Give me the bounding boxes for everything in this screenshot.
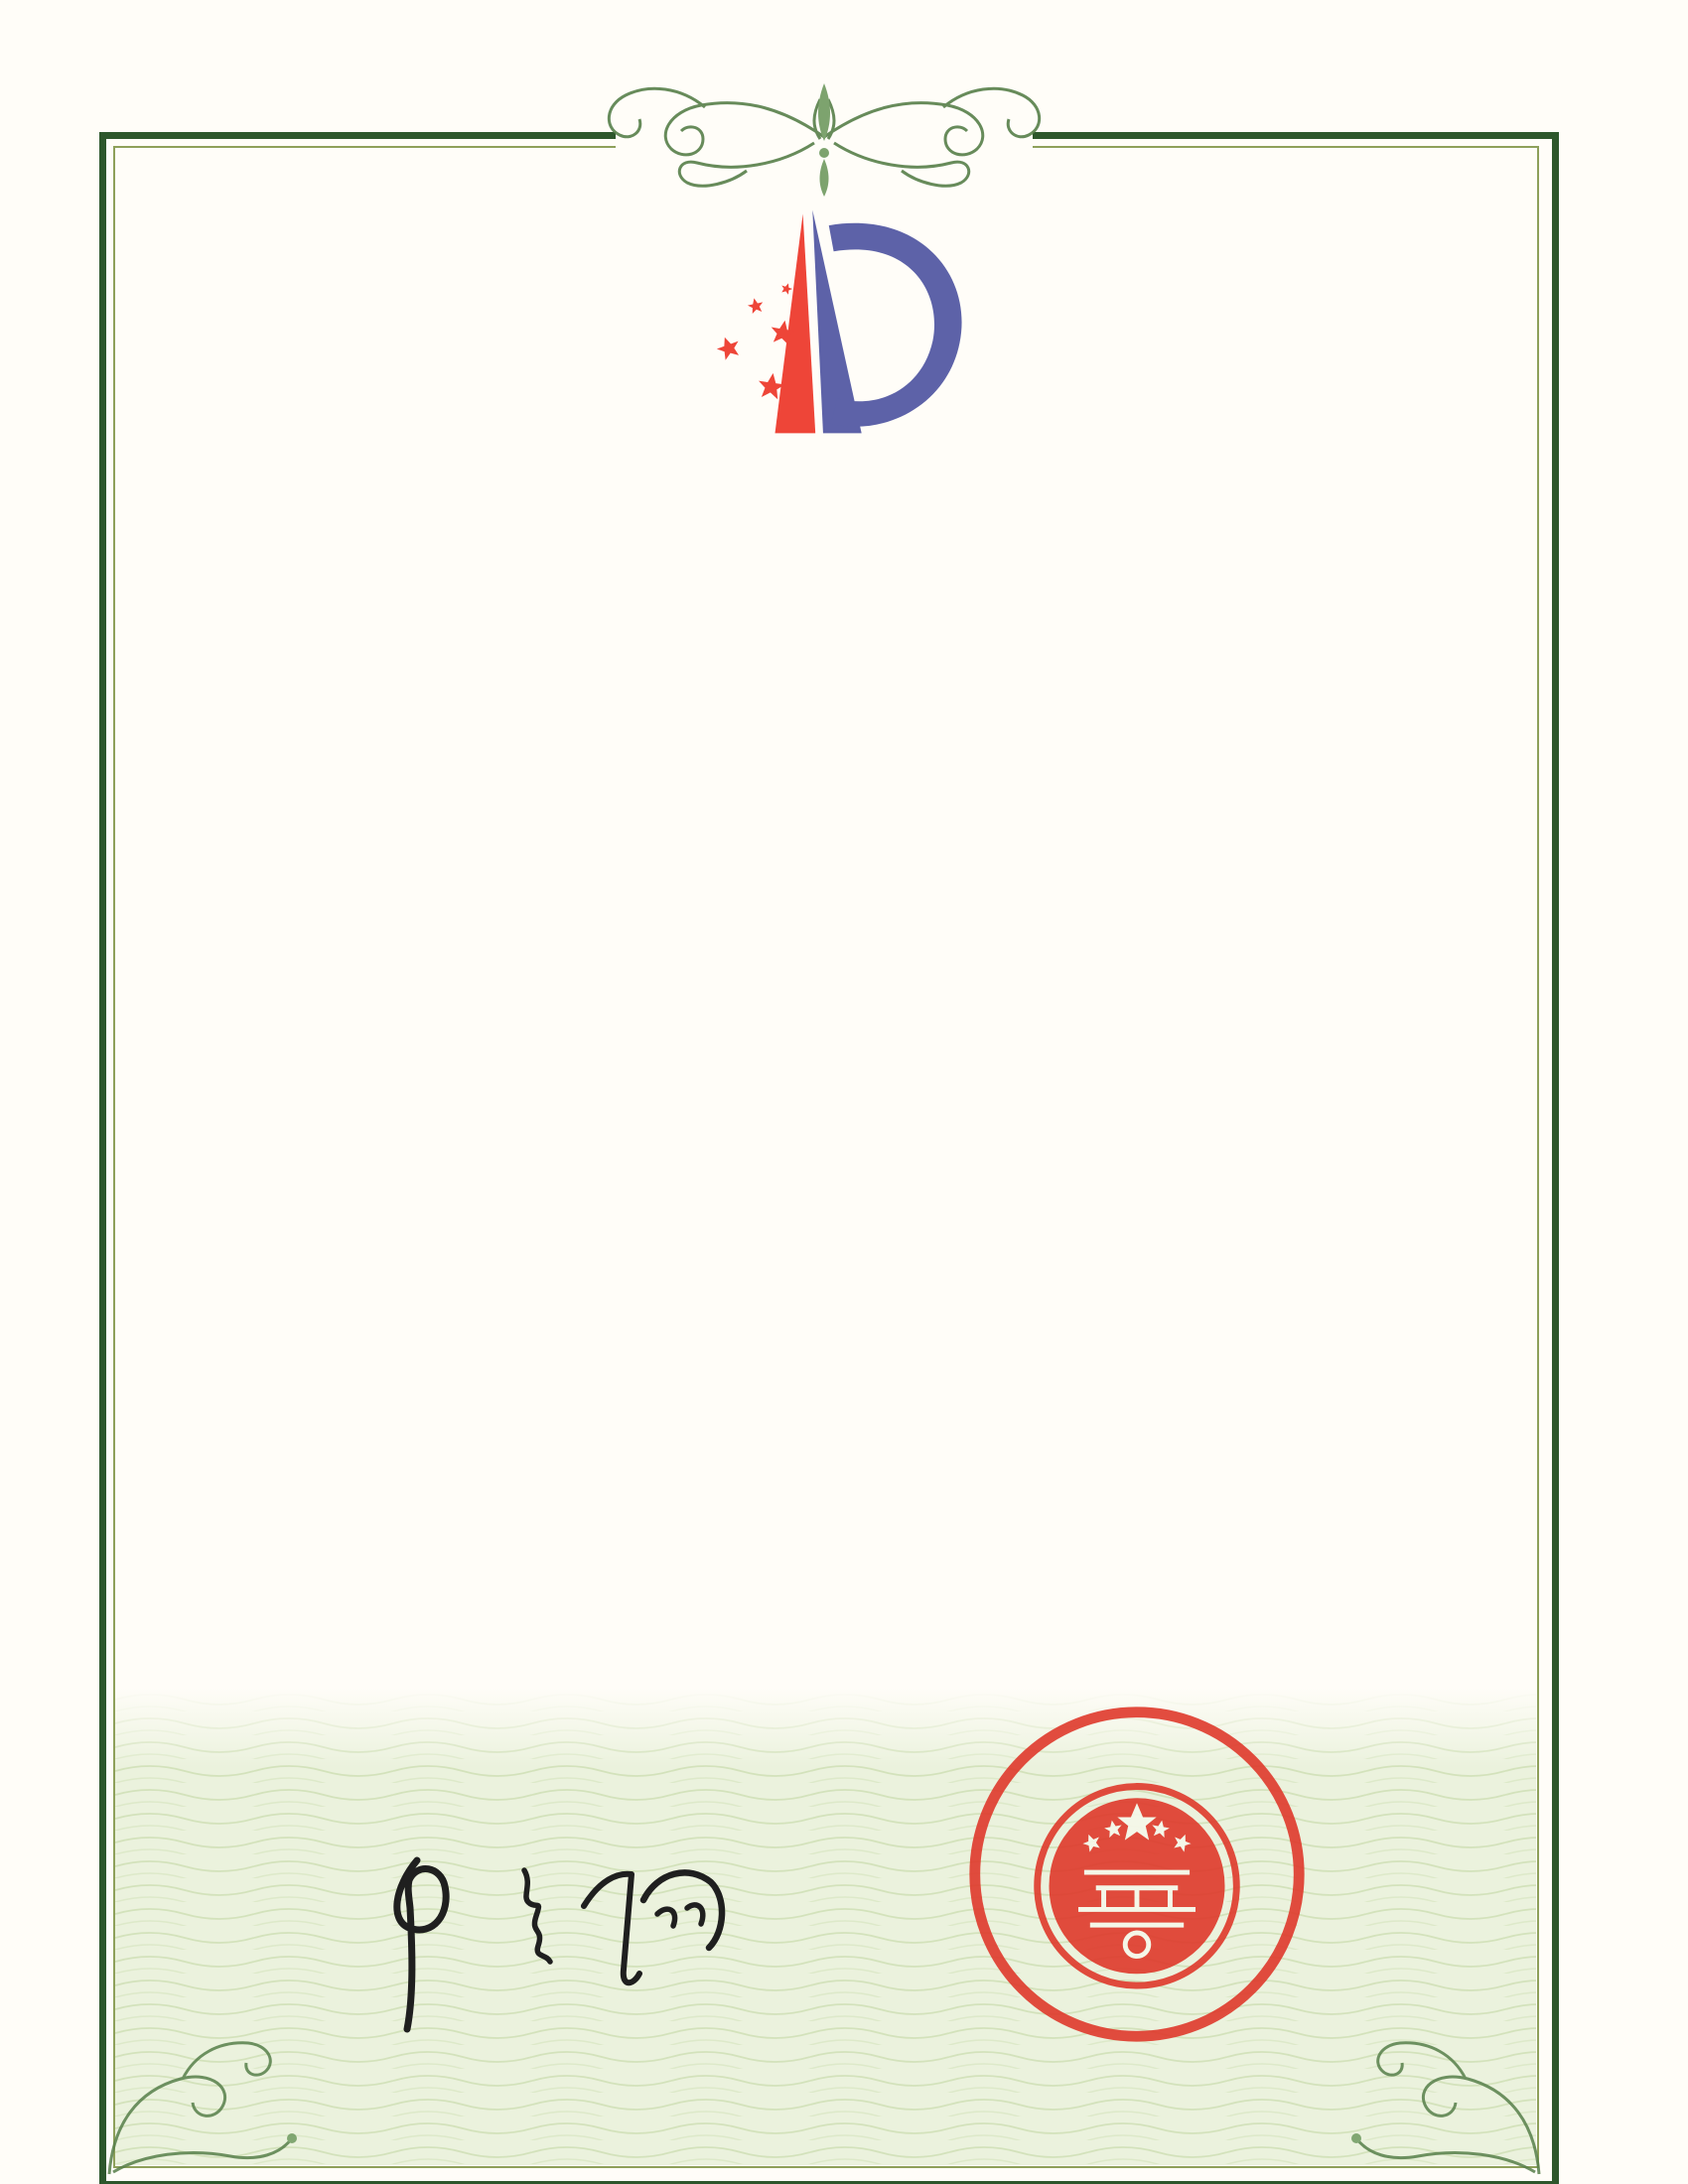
field-row-address bbox=[197, 1186, 381, 1234]
qr-code bbox=[1284, 264, 1451, 431]
field-row-patentee bbox=[197, 1087, 381, 1135]
cnipa-logo bbox=[667, 195, 975, 478]
top-flourish-ornament bbox=[586, 69, 1062, 208]
seal-national-emblem bbox=[1038, 1787, 1237, 1986]
official-red-seal bbox=[961, 1699, 1313, 2050]
director-signature bbox=[357, 1843, 735, 2046]
field-row-patent-no bbox=[197, 892, 381, 940]
barcode bbox=[196, 1775, 549, 1807]
field-row-grant bbox=[197, 1286, 1507, 1333]
field-row-utility-name bbox=[197, 698, 381, 746]
bottom-left-flourish bbox=[103, 2015, 322, 2179]
logo-red-wedge bbox=[775, 213, 816, 433]
bottom-right-flourish bbox=[1327, 2015, 1545, 2179]
field-row-inventors bbox=[197, 795, 381, 843]
field-row-filing-date bbox=[197, 990, 381, 1037]
